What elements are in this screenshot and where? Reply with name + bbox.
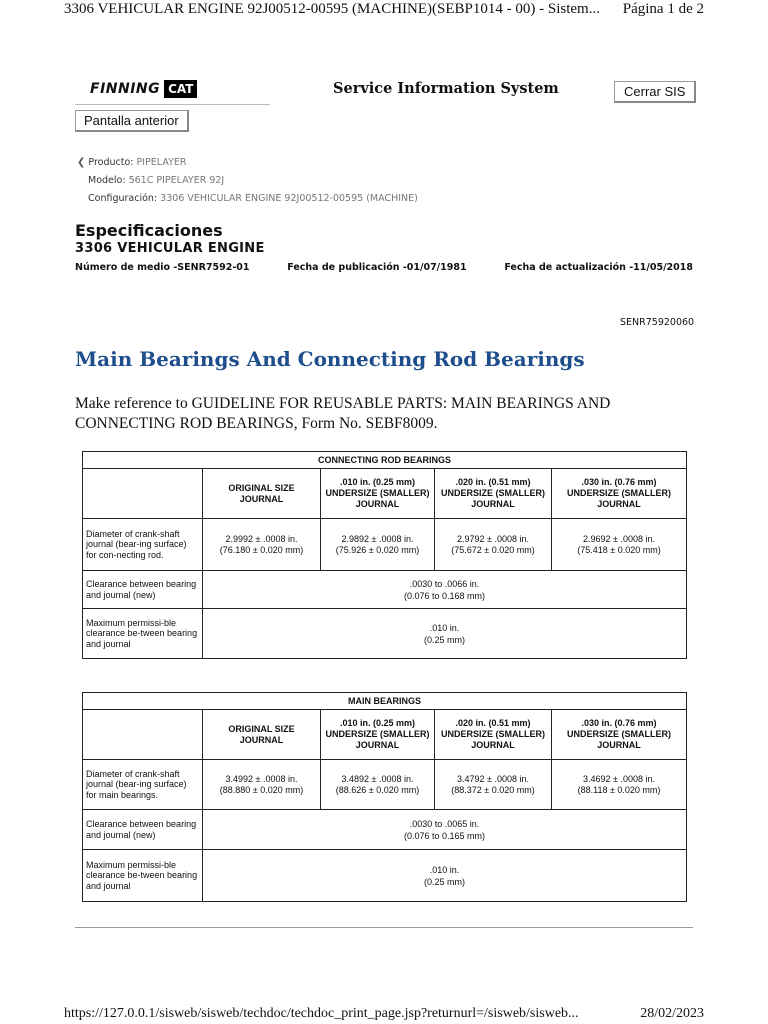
print-footer-url: https://127.0.0.1/sisweb/sisweb/techdoc/techdoc_print_page.jsp?returnurl=/sisweb/sisweb... [64, 1006, 579, 1021]
value-in: .010 in. [429, 864, 460, 875]
print-header-page: Página 1 de 2 [622, 1, 704, 17]
connecting-rod-bearings-table [82, 451, 687, 659]
logo-cat-badge: CAT [164, 80, 197, 98]
chevron-left-icon[interactable]: ❮ [77, 157, 86, 168]
value-cell [203, 760, 321, 810]
value-cell [321, 519, 435, 571]
value-in: 3.4892 ± .0008 in. [341, 773, 414, 784]
logo-finning-text: FINNING [90, 81, 161, 97]
table-header-row [83, 710, 687, 760]
breadcrumb [77, 154, 418, 208]
table-header-row [83, 469, 687, 519]
print-header-title: 3306 VEHICULAR ENGINE 92J00512-00595 (MACHINE)(SEBP1014 - 00) - Sistem... [64, 1, 600, 17]
product-label: Producto: [88, 157, 134, 168]
table-title-row [83, 452, 687, 469]
intro-paragraph: Make reference to GUIDELINE FOR REUSABLE PARTS: MAIN BEARINGS AND CONNECTING ROD BEARINGS, Form No. SEBF8009. [75, 395, 611, 432]
clearance-value [203, 571, 687, 609]
print-footer-date: 28/02/2023 [640, 1006, 704, 1021]
max-clearance-value [203, 850, 687, 902]
update-date: Fecha de actualización -11/05/2018 [504, 262, 693, 273]
value-mm: (0.25 mm) [424, 634, 466, 645]
table-row [83, 810, 687, 850]
row-label-max-clearance: Maximum permissi-ble clearance be-tween bearing and journal [83, 609, 203, 659]
header-undersize-030: .030 in. (0.76 mm) UNDERSIZE (SMALLER) JOURNAL [552, 710, 687, 760]
value-in: 2.9792 ± .0008 in. [457, 533, 529, 544]
header-divider [75, 104, 270, 105]
value-in: 2.9892 ± .0008 in. [341, 533, 414, 544]
value-mm: (75.672 ± 0.020 mm) [451, 544, 535, 555]
header-undersize-020: .020 in. (0.51 mm) UNDERSIZE (SMALLER) JOURNAL [435, 710, 552, 760]
media-number: Número de medio -SENR7592-01 [75, 262, 250, 273]
previous-screen-button[interactable]: Pantalla anterior [75, 110, 189, 132]
value-in: 2.9692 ± .0008 in. [583, 533, 655, 544]
value-in: 2.9992 ± .0008 in. [225, 533, 298, 544]
product-value[interactable]: PIPELAYER [136, 157, 187, 168]
close-sis-button[interactable]: Cerrar SIS [614, 81, 696, 103]
table-row [83, 850, 687, 902]
header-empty-cell [83, 710, 203, 760]
header-undersize-030: .030 in. (0.76 mm) UNDERSIZE (SMALLER) JOURNAL [552, 469, 687, 519]
header-undersize-010: .010 in. (0.25 mm) UNDERSIZE (SMALLER) JOURNAL [321, 710, 435, 760]
value-cell [203, 519, 321, 571]
value-mm: (0.25 mm) [424, 876, 466, 887]
value-mm: (0.076 to 0.168 mm) [403, 590, 486, 601]
value-mm: (76.180 ± 0.020 mm) [219, 544, 304, 555]
system-title: Service Information System [333, 80, 559, 97]
value-cell [321, 760, 435, 810]
value-in: 3.4692 ± .0008 in. [583, 773, 655, 784]
row-label-diameter: Diameter of crank-shaft journal (bear-ing surface) for main bearings. [83, 760, 203, 810]
value-in: .010 in. [429, 622, 460, 633]
row-label-max-clearance: Maximum permissi-ble clearance be-tween bearing and journal [83, 850, 203, 902]
breadcrumb-model [77, 172, 418, 190]
header-empty-cell [83, 469, 203, 519]
value-cell [552, 760, 687, 810]
model-label: Modelo: [88, 175, 126, 186]
value-cell [552, 519, 687, 571]
table-row [83, 609, 687, 659]
configuration-label: Configuración: [88, 193, 158, 204]
publication-date: Fecha de publicación -01/07/1981 [287, 262, 467, 273]
spec-title: Especificaciones [75, 221, 223, 240]
value-in: .0030 to .0066 in. [409, 578, 480, 589]
value-mm: (75.418 ± 0.020 mm) [577, 544, 661, 555]
breadcrumb-product [77, 154, 418, 172]
breadcrumb-configuration [77, 190, 418, 208]
table-title-row [83, 693, 687, 710]
value-mm: (0.076 to 0.165 mm) [403, 830, 486, 841]
table-title: MAIN BEARINGS [83, 693, 687, 710]
value-mm: (88.372 ± 0.020 mm) [451, 784, 535, 795]
clearance-value [203, 810, 687, 850]
value-in: 3.4792 ± .0008 in. [457, 773, 529, 784]
max-clearance-value [203, 609, 687, 659]
row-label-clearance: Clearance between bearing and journal (new) [83, 810, 203, 850]
header-original: ORIGINAL SIZE JOURNAL [203, 710, 321, 760]
main-bearings-table [82, 692, 687, 902]
value-in: .0030 to .0065 in. [409, 818, 480, 829]
table-row [83, 571, 687, 609]
content-end-divider [75, 927, 693, 928]
value-mm: (88.880 ± 0.020 mm) [219, 784, 304, 795]
table-row [83, 760, 687, 810]
spec-meta [75, 262, 693, 273]
print-footer [64, 1006, 704, 1022]
header-undersize-020: .020 in. (0.51 mm) UNDERSIZE (SMALLER) JOURNAL [435, 469, 552, 519]
value-in: 3.4992 ± .0008 in. [225, 773, 298, 784]
header-undersize-010: .010 in. (0.25 mm) UNDERSIZE (SMALLER) JOURNAL [321, 469, 435, 519]
table-title: CONNECTING ROD BEARINGS [83, 452, 687, 469]
model-value[interactable]: 561C PIPELAYER 92J [128, 175, 225, 186]
finning-cat-logo [90, 80, 197, 98]
value-mm: (88.626 ± 0.020 mm) [335, 784, 420, 795]
row-label-diameter: Diameter of crank-shaft journal (bear-ing surface) for con-necting rod. [83, 519, 203, 571]
row-label-clearance: Clearance between bearing and journal (new) [83, 571, 203, 609]
value-cell [435, 760, 552, 810]
value-mm: (88.118 ± 0.020 mm) [577, 784, 661, 795]
document-code: SENR75920060 [620, 317, 695, 328]
header-original: ORIGINAL SIZE JOURNAL [203, 469, 321, 519]
value-cell [435, 519, 552, 571]
spec-engine: 3306 VEHICULAR ENGINE [75, 241, 265, 256]
table-row [83, 519, 687, 571]
page-title: Main Bearings And Connecting Rod Bearings [75, 347, 585, 371]
configuration-value: 3306 VEHICULAR ENGINE 92J00512-00595 (MACHINE) [160, 193, 418, 204]
print-header [64, 1, 704, 18]
value-mm: (75.926 ± 0.020 mm) [335, 544, 420, 555]
